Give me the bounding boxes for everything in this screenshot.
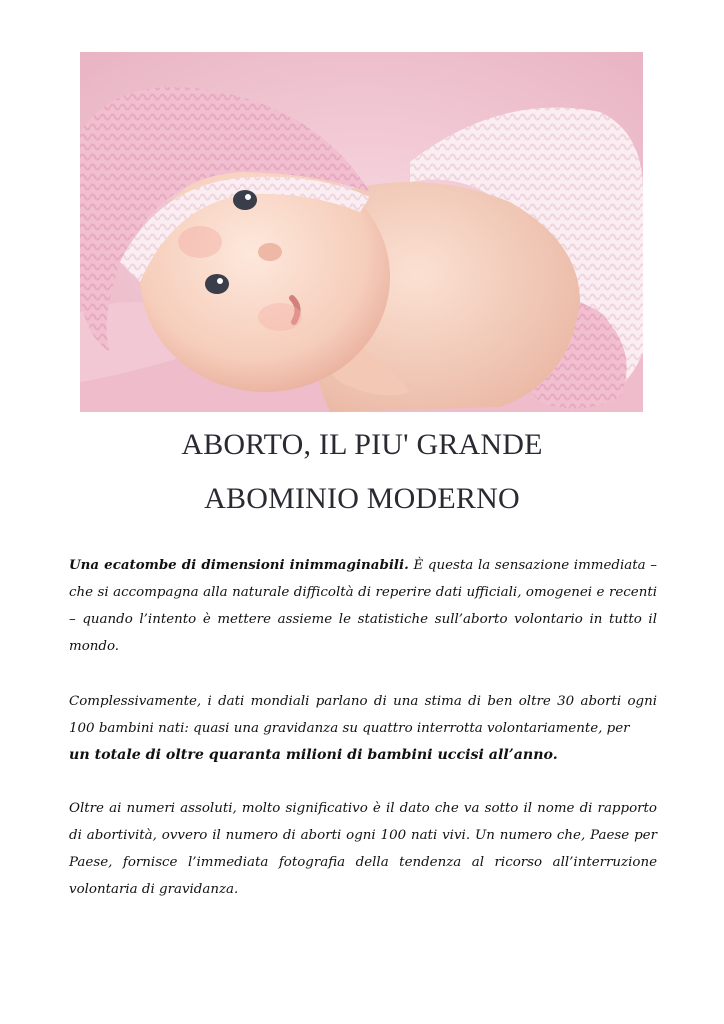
page-title-line-1: ABORTO, IL PIU' GRANDE: [181, 428, 543, 461]
baby-illustration: [80, 52, 643, 412]
paragraph-3: [69, 795, 657, 903]
paragraph-3-text: Oltre ai numeri assoluti, molto significativo è il dato che va sotto il nome di rapporto di abortività, ovvero il numero di aborti ogni 100 nati vivi. Un numero che, Paese per Paese, fornisce l’immediata fotografia della tendenza al ricorso all’interruzione volontaria di gravidanza.: [69, 801, 657, 897]
paragraph-2-bold-ending: un totale di oltre quaranta milioni di bambini uccisi all’anno.: [69, 747, 558, 763]
baby-photo: [80, 52, 643, 412]
paragraph-1-text: È questa la sensazione immediata – che si accompagna alla naturale difficoltà di reperire dati ufficiali, omogenei e recenti – quando l’intento è mettere assieme le statistiche sull’aborto volontario in tutto il mondo.: [69, 558, 657, 654]
paragraph-1-bold-intro: Una ecatombe di dimensioni inimmaginabili.: [69, 557, 409, 573]
paragraph-2: [69, 688, 657, 769]
page-title-line-2: ABOMINIO MODERNO: [204, 482, 520, 515]
paragraph-1: [69, 552, 657, 660]
paragraph-2-text: Complessivamente, i dati mondiali parlano di una stima di ben oltre 30 aborti ogni 100 bambini nati: quasi una gravidanza su quattro interrotta volontariamente, per: [69, 694, 657, 736]
